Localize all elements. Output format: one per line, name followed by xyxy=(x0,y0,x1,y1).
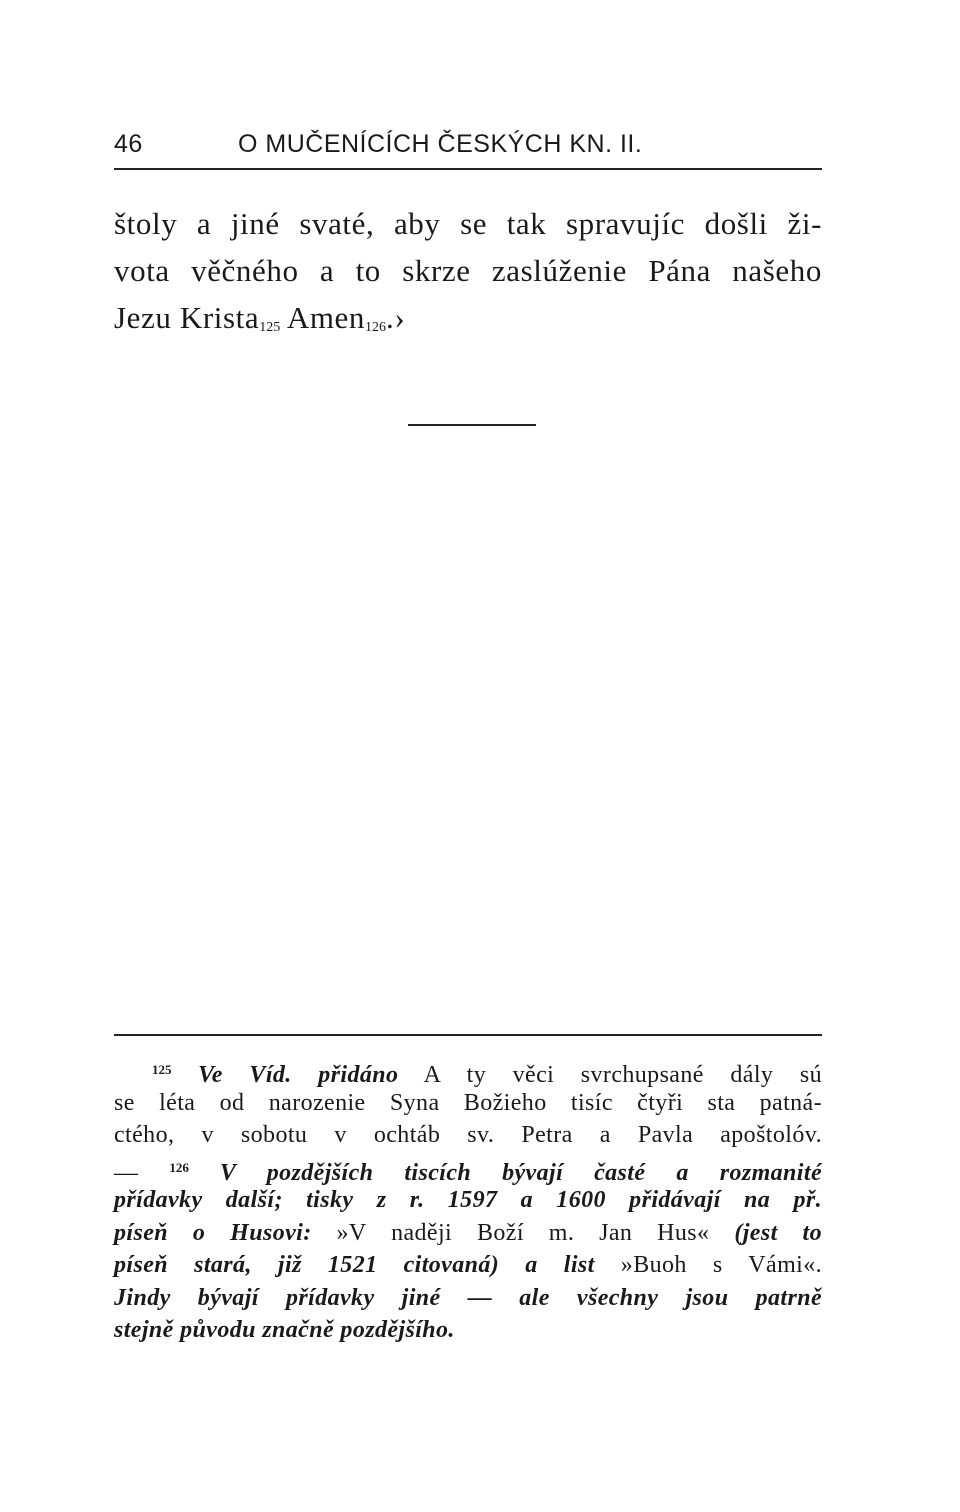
text-run: .› xyxy=(386,300,406,335)
text-line: vota věčného a to skrze zaslúženie Pána našeho xyxy=(114,253,822,288)
footnote-italic: Ve Víd. přidáno xyxy=(198,1062,399,1088)
main-text xyxy=(114,200,822,341)
footnotes xyxy=(114,1054,822,1347)
text-run: Amen xyxy=(280,300,366,335)
footnote-line xyxy=(114,1054,822,1087)
footnote-dash: — xyxy=(114,1159,139,1186)
footnote-text: A ty věci svrchupsané dály sú xyxy=(398,1062,822,1088)
page-number: 46 xyxy=(114,130,143,158)
text-line xyxy=(114,294,822,341)
footnote-line: Jindy bývají přídavky jiné — ale všechny jsou patrně xyxy=(114,1284,822,1311)
footnote-text: »V naději Boží m. Jan Hus« xyxy=(311,1219,735,1246)
footnote-line: se léta od narozenie Syna Božieho tisíc čtyři sta patná- xyxy=(114,1089,822,1116)
text-line: štoly a jiné svaté, aby se tak spravujíc došli ži- xyxy=(114,206,822,241)
footnote-italic: píseň stará, již 1521 citovaná) a list xyxy=(114,1252,595,1278)
footnote-number: 126 xyxy=(169,1159,189,1175)
footnote-line xyxy=(114,1217,822,1250)
footnote-italic: (jest to xyxy=(734,1219,822,1246)
footnote-number: 125 xyxy=(152,1062,172,1077)
footnote-line: přídavky další; tisky z r. 1597 a 1600 přidávají na př. xyxy=(114,1187,822,1213)
footnote-ref: 126 xyxy=(365,320,387,335)
footnote-line xyxy=(114,1152,822,1185)
footnote-line: ctého, v sobotu v ochtáb sv. Petra a Pavla apoštolóv. xyxy=(114,1122,822,1148)
footnote-ref: 125 xyxy=(259,320,281,335)
section-end-rule xyxy=(408,424,536,426)
footnote-text: »Buoh s Vámi«. xyxy=(594,1252,823,1278)
footnote-separator xyxy=(114,1034,822,1036)
footnote-italic: V pozdějších tiscích bývají časté a rozmanité xyxy=(219,1159,822,1186)
footnote-italic: píseň o Husovi: xyxy=(114,1219,312,1246)
footnote-line xyxy=(114,1249,822,1282)
footnote-line: stejně původu značně pozdějšího. xyxy=(114,1317,455,1343)
text-run: Jezu Krista xyxy=(114,300,260,335)
running-header xyxy=(114,128,822,170)
running-title: O MUČENÍCÍCH ČESKÝCH KN. II. xyxy=(238,130,643,158)
